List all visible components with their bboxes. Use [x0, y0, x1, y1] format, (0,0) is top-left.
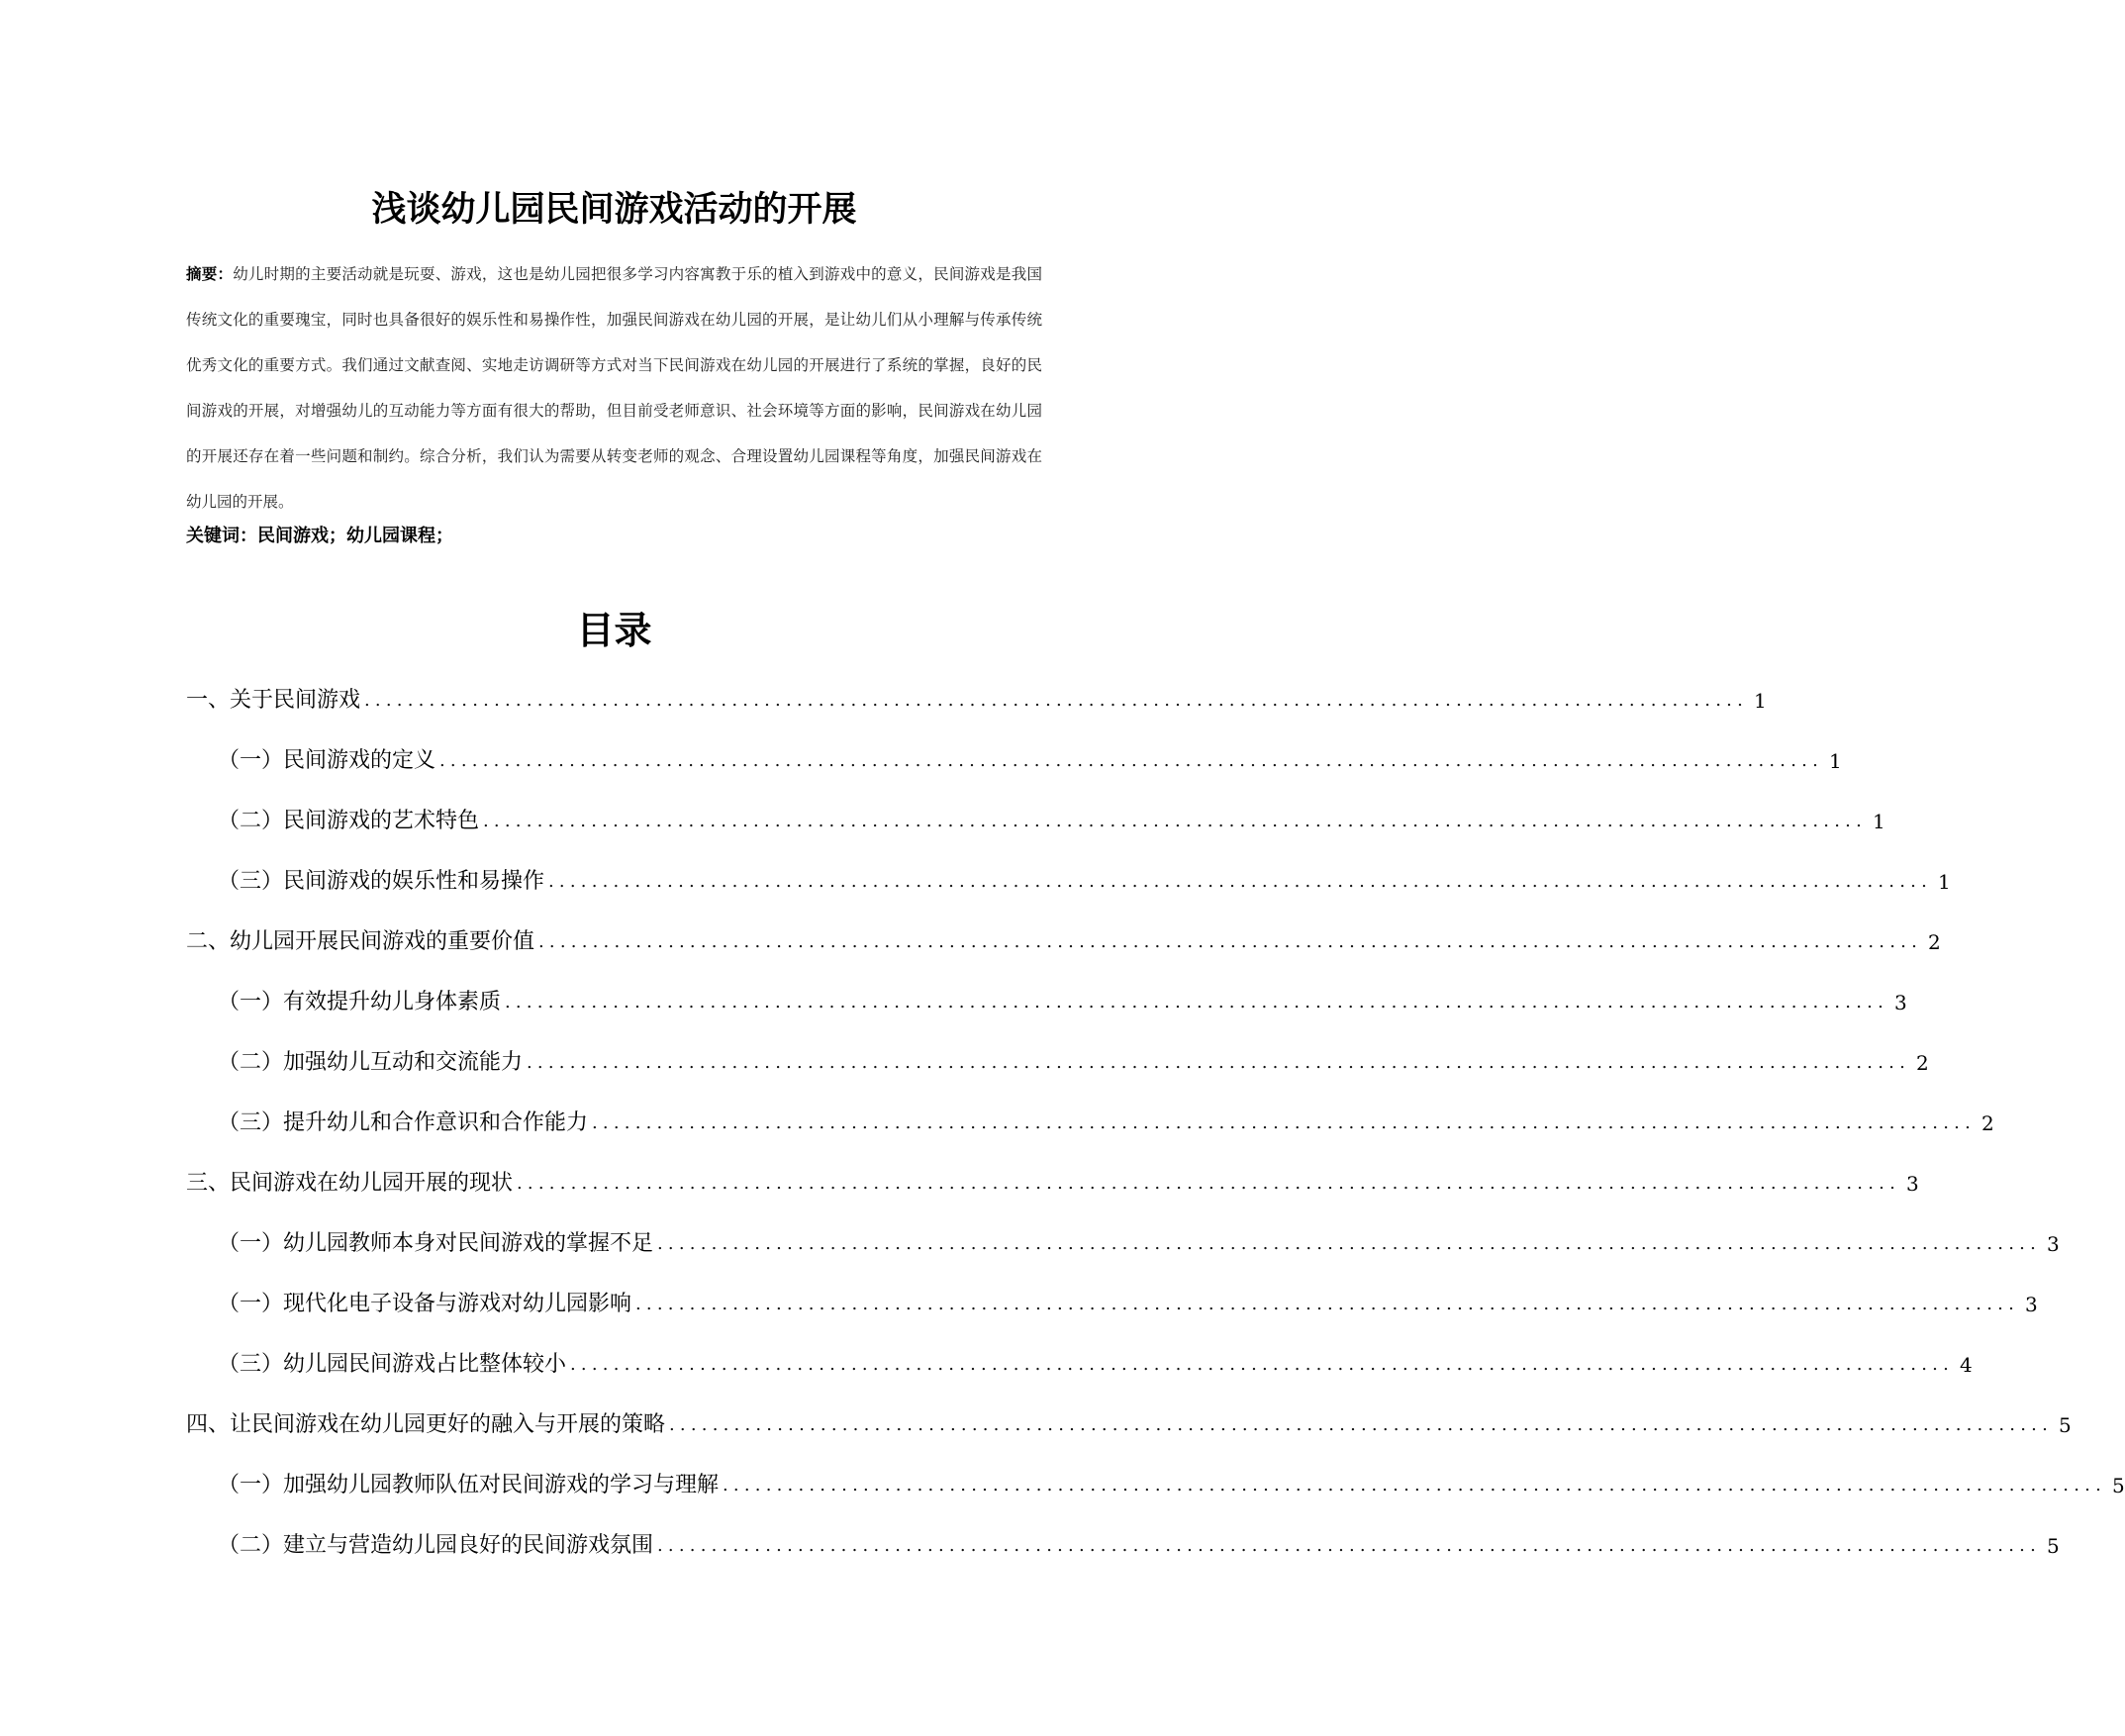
- toc-leader-dots: ................................................................................................................................: [657, 1233, 2041, 1254]
- toc-entry[interactable]: [186, 683, 1767, 743]
- toc-entry-text: 四、让民间游戏在幼儿园更好的融入与开展的策略: [186, 1412, 666, 1437]
- toc-entry-text: （二）民间游戏的艺术特色: [218, 809, 480, 833]
- keywords-label: 关键词：: [186, 526, 257, 546]
- toc-leader-dots: ................................................................................................................................: [723, 1475, 2106, 1495]
- toc-entry-text: （一）幼儿园教师本身对民间游戏的掌握不足: [218, 1231, 654, 1256]
- toc-entry[interactable]: [186, 985, 1907, 1045]
- toc-entry-text: 二、幼儿园开展民间游戏的重要价值: [186, 929, 535, 954]
- toc-entry-text: 三、民间游戏在幼儿园开展的现状: [186, 1171, 514, 1196]
- toc-entry[interactable]: [186, 1226, 2060, 1287]
- toc-entry-text: （二）加强幼儿互动和交流能力: [218, 1050, 524, 1075]
- toc-page-number: 5: [2047, 1534, 2060, 1558]
- toc-page-number: 2: [1981, 1111, 1994, 1135]
- toc-entry[interactable]: [186, 864, 1951, 924]
- toc-leader-dots: ................................................................................................................................: [517, 1173, 1900, 1194]
- toc-leader-dots: ................................................................................................................................: [364, 690, 1748, 711]
- toc-entry-text: （一）加强幼儿园教师队伍对民间游戏的学习与理解: [218, 1473, 720, 1497]
- toc-entry-text: （一）现代化电子设备与游戏对幼儿园影响: [218, 1292, 632, 1316]
- toc-entry-text: （一）民间游戏的定义: [218, 748, 436, 773]
- toc-page-number: 3: [1906, 1172, 1919, 1196]
- toc-entry[interactable]: [186, 1528, 2060, 1589]
- toc-page-number: 5: [2112, 1474, 2125, 1497]
- toc-page-number: 2: [1916, 1051, 1929, 1075]
- toc-entry[interactable]: [186, 804, 1885, 864]
- toc-leader-dots: ................................................................................................................................: [592, 1112, 1976, 1133]
- toc-entry[interactable]: [186, 924, 1941, 985]
- toc-page-number: 1: [1829, 749, 1842, 773]
- abstract-paragraph: [186, 251, 1042, 525]
- toc-page-number: 1: [1873, 810, 1885, 833]
- toc-page-number: 3: [2047, 1232, 2060, 1256]
- toc-page-number: 3: [2025, 1293, 2038, 1316]
- toc-page-number: 2: [1928, 930, 1941, 954]
- toc-page-number: 1: [1754, 689, 1767, 713]
- toc-page-number: 3: [1894, 991, 1907, 1014]
- toc-title: 目录: [576, 609, 652, 652]
- toc-page-number: 1: [1938, 870, 1951, 894]
- document-title: 浅谈幼儿园民间游戏活动的开展: [371, 190, 857, 230]
- toc-entry-text: （一）有效提升幼儿身体素质: [218, 990, 502, 1014]
- toc-entry[interactable]: [186, 1287, 2038, 1347]
- toc-entry-text: （三）幼儿园民间游戏占比整体较小: [218, 1352, 567, 1377]
- keywords-text: 民间游戏；幼儿园课程；: [257, 526, 453, 546]
- toc-entry-text: （三）民间游戏的娱乐性和易操作: [218, 869, 545, 894]
- toc-leader-dots: ................................................................................................................................: [635, 1294, 2019, 1314]
- toc-leader-dots: ................................................................................................................................: [548, 871, 1932, 892]
- toc-entry[interactable]: [186, 743, 1842, 804]
- toc-entry[interactable]: [186, 1106, 1994, 1166]
- toc-entry[interactable]: [186, 1166, 1919, 1226]
- toc-page-number: 4: [1960, 1353, 1973, 1377]
- table-of-contents: [186, 683, 2125, 1589]
- toc-entry-text: 一、关于民间游戏: [186, 688, 361, 713]
- toc-entry[interactable]: [186, 1468, 2125, 1528]
- abstract-text: 幼儿时期的主要活动就是玩耍、游戏，这也是幼儿园把很多学习内容寓教于乐的植入到游戏中的意义，民间游戏是我国传统文化的重要瑰宝，同时也具备很好的娱乐性和易操作性，加强民间游戏在幼儿园的开展，是让幼儿们从小理解与传承传统优秀文化的重要方式。我们通过文献查阅、实地走访调研等方式对当下民间游戏在幼儿园的开展进行了系统的掌握，良好的民间游戏的开展，对增强幼儿的互动能力等方面有很大的帮助，但目前受老师意识、社会环境等方面的影响，民间游戏在幼儿园的开展还存在着一些问题和制约。综合分析，我们认为需要从转变老师的观念、合理设置幼儿园课程等角度，加强民间游戏在幼儿园的开展。: [186, 265, 1042, 511]
- toc-entry[interactable]: [186, 1347, 1973, 1407]
- toc-leader-dots: ................................................................................................................................: [483, 811, 1867, 831]
- toc-entry-text: （二）建立与营造幼儿园良好的民间游戏氛围: [218, 1533, 654, 1558]
- abstract-label: 摘要：: [186, 265, 234, 283]
- toc-entry-text: （三）提升幼儿和合作意识和合作能力: [218, 1110, 589, 1135]
- toc-leader-dots: ................................................................................................................................: [669, 1414, 2053, 1435]
- toc-leader-dots: ................................................................................................................................: [570, 1354, 1954, 1375]
- toc-leader-dots: ................................................................................................................................: [505, 992, 1888, 1013]
- toc-leader-dots: ................................................................................................................................: [538, 931, 1922, 952]
- toc-page-number: 5: [2059, 1413, 2072, 1437]
- toc-entry[interactable]: [186, 1045, 1929, 1106]
- toc-leader-dots: ................................................................................................................................: [527, 1052, 1910, 1073]
- toc-entry[interactable]: [186, 1407, 2072, 1468]
- toc-leader-dots: ................................................................................................................................: [439, 750, 1823, 771]
- keywords-line: [186, 522, 1042, 551]
- toc-leader-dots: ................................................................................................................................: [657, 1535, 2041, 1556]
